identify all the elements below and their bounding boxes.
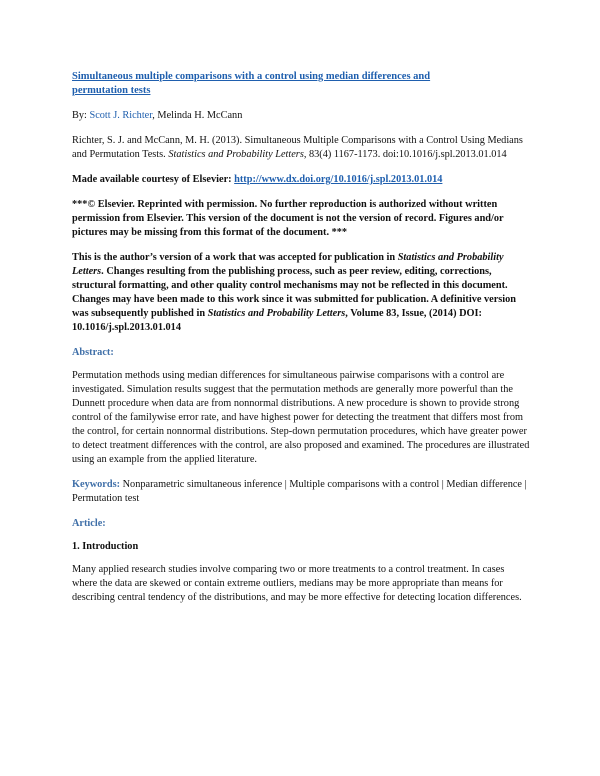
title-link[interactable]	[72, 70, 532, 98]
copyright-notice: ***© Elsevier. Reprinted with permission. No further reproduction is authorized without written permission from Elsevier. This version of the document is not the version of record. Figures and/or pictures may be missing from this format of the document. ***	[72, 199, 504, 238]
abstract-heading: Abstract:	[72, 347, 114, 358]
document-page	[72, 70, 532, 616]
keywords-line	[72, 478, 532, 506]
author-version-part-2: . Changes resulting from the publishing process, such as peer review, editing, corrections, structural formatting, and other quality control mechanisms may not be reflected in this document. Changes may have been made to this work since it was submitted for publication. A definitive version was subsequently published in	[72, 266, 517, 319]
doi-link[interactable]: http://www.dx.doi.org/10.1016/j.spl.2013.01.014	[234, 174, 443, 185]
title-line-1: Simultaneous multiple comparisons with a control using median differences and	[72, 71, 431, 82]
citation-journal: Statistics and Probability Letters	[168, 149, 304, 160]
keywords-label: Keywords:	[72, 479, 121, 490]
availability-line	[72, 173, 532, 187]
citation-lead: Richter, S. J. and McCann, M. H. (2013). Simultaneous Multiple Comparisons with a Control Using Medians and Permutation Tests.	[72, 135, 523, 160]
author-version-part-1: This is the author’s version of a work that was accepted for publication in	[72, 252, 396, 263]
author-version-journal-1: Statistics and Probability Letters	[72, 252, 504, 277]
article-heading: Article:	[72, 518, 106, 529]
authors-line	[72, 109, 532, 123]
keywords-text: Nonparametric simultaneous inference | Multiple comparisons with a control | Median difference | Permutation test	[72, 479, 527, 504]
introduction-body: Many applied research studies involve comparing two or more treatments to a control treatment. In cases where the data are skewed or contain extreme outliers, medians may be more appropriate than means for describing central tendency of the distributions, and may be more effective for detecting location differences.	[72, 564, 522, 603]
abstract-body: Permutation methods using median differences for simultaneous pairwise comparisons with a control are investigated. Simulation results suggest that the permutation methods are generally more powerful than the Dunnett procedure when data are from nonnormal distributions. A new procedure is shown to provide strong control of the familywise error rate, and have highest power for detecting the treatment that differs most from the control, for certain nonnormal distributions. Step-down permutation procedures, which have greater power to detect treatment differences with the control, are also proposed and examined. The procedures are illustrated using an example from the applied literature.	[72, 370, 530, 465]
author-version-part-3: , Volume 83, Issue, (2014) DOI: 10.1016/j.spl.2013.01.014	[72, 308, 482, 333]
author-link-richter[interactable]: Scott J. Richter	[89, 110, 153, 121]
availability-label: Made available courtesy of Elsevier:	[72, 174, 232, 185]
introduction-heading: 1. Introduction	[72, 541, 139, 552]
author-separator: ,	[152, 110, 155, 121]
citation-tail: , 83(4) 1167-1173. doi:10.1016/j.spl.2013.01.014	[303, 149, 507, 160]
citation	[72, 134, 532, 162]
author-version-journal-2: Statistics and Probability Letters	[207, 308, 346, 319]
title-line-2: permutation tests	[72, 85, 151, 96]
author-mccann: Melinda H. McCann	[157, 110, 243, 121]
author-version-statement	[72, 251, 532, 335]
by-label: By:	[72, 110, 87, 121]
